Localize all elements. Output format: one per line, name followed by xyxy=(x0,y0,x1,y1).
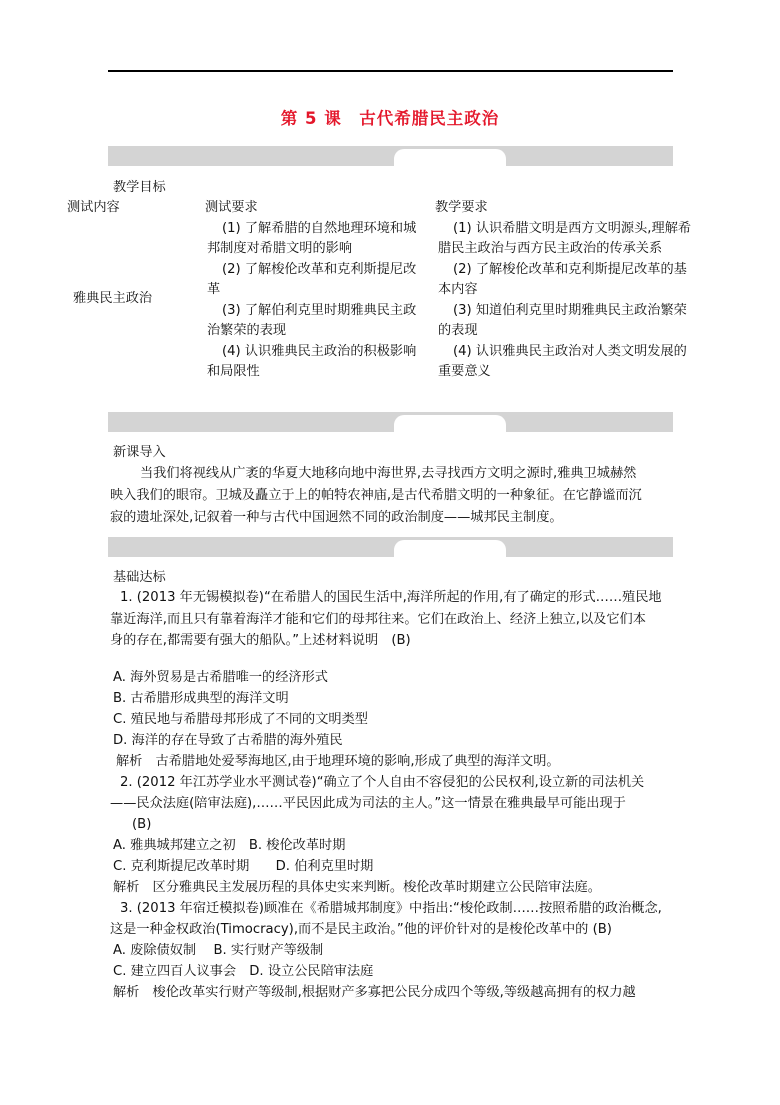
teach-req-line: (1) 认识希腊文明是西方文明源头,理解希 xyxy=(453,221,692,236)
intro-paragraph-line: 映入我们的眼帘。卫城及矗立于上的帕特农神庙,是古代希腊文明的一种象征。在它静谧而沉 xyxy=(110,488,642,503)
teach-req-line: (4) 认识雅典民主政治对人类文明发展的 xyxy=(453,344,687,359)
topic-label: 雅典民主政治 xyxy=(73,291,153,306)
explanation-line: 解析 古希腊地处爱琴海地区,由于地理环境的影响,形成了典型的海洋文明。 xyxy=(116,754,560,769)
question-line: 3. (2013 年宿迁模拟卷)顾准在《希腊城邦制度》中指出:“梭伦政制……按照希腊的政治概念, xyxy=(120,901,662,916)
intro-heading: 新课导入 xyxy=(113,445,166,460)
intro-paragraph-line: 当我们将视线从广袤的华夏大地移向地中海世界,去寻找西方文明之源时,雅典卫城赫然 xyxy=(140,466,637,481)
question-line: 1. (2013 年无锡模拟卷)“在希腊人的国民生活中,海洋所起的作用,有了确定的形式……殖民地 xyxy=(120,590,662,605)
test-req-line: (3) 了解伯利克里时期雅典民主政 xyxy=(222,303,417,318)
teach-req-line: (3) 知道伯利克里时期雅典民主政治繁荣 xyxy=(453,303,687,318)
answer-option: A. 雅典城邦建立之初 B. 梭伦改革时期 xyxy=(113,838,346,853)
question-line: 靠近海洋,而且只有靠着海洋才能和它们的母邦往来。它们在政治上、经济上独立,以及它们本 xyxy=(110,612,646,627)
divider-tab xyxy=(394,149,506,166)
teach-req-line: 本内容 xyxy=(438,282,478,297)
explanation-line: 解析 区分雅典民主发展历程的具体史实来判断。梭伦改革时期建立公民陪审法庭。 xyxy=(113,880,601,895)
test-req-line: 和局限性 xyxy=(207,364,260,379)
test-req-line: (4) 认识雅典民主政治的积极影响 xyxy=(222,344,417,359)
section-divider-intro xyxy=(108,412,673,432)
intro-paragraph-line: 寂的遗址深处,记叙着一种与古代中国迥然不同的政治制度——城邦民主制度。 xyxy=(110,510,563,525)
explanation-line: 解析 梭伦改革实行财产等级制,根据财产多寡把公民分成四个等级,等级越高拥有的权力越 xyxy=(113,985,636,1000)
question-answer: (B) xyxy=(132,817,152,832)
answer-option: A. 海外贸易是古希腊唯一的经济形式 xyxy=(113,670,328,685)
section-divider-objectives xyxy=(108,146,673,166)
answer-option: B. 古希腊形成典型的海洋文明 xyxy=(113,691,289,706)
test-req-line: 革 xyxy=(207,282,221,297)
divider-tab xyxy=(394,540,506,557)
answer-option: C. 克利斯提尼改革时期 D. 伯利克里时期 xyxy=(113,859,374,874)
answer-option: A. 废除债奴制 B. 实行财产等级制 xyxy=(113,943,324,958)
divider-tab xyxy=(394,415,506,432)
test-req-line: 邦制度对希腊文明的影响 xyxy=(207,241,353,256)
header-rule xyxy=(108,70,673,72)
answer-option: D. 海洋的存在导致了古希腊的海外殖民 xyxy=(113,733,343,748)
test-req-line: (2) 了解梭伦改革和克利斯提尼改 xyxy=(222,262,417,277)
answer-option: C. 建立四百人议事会 D. 设立公民陪审法庭 xyxy=(113,964,374,979)
section-divider-basics xyxy=(108,537,673,557)
col-header-test-content: 测试内容 xyxy=(67,200,120,215)
col-header-teaching-requirements: 教学要求 xyxy=(435,200,488,215)
test-req-line: (1) 了解希腊的自然地理环境和城 xyxy=(222,221,417,236)
page-title: 第 5 课 古代希腊民主政治 xyxy=(280,109,500,128)
col-header-test-requirements: 测试要求 xyxy=(205,200,258,215)
test-req-line: 治繁荣的表现 xyxy=(207,323,287,338)
answer-option: C. 殖民地与希腊母邦形成了不同的文明类型 xyxy=(113,712,368,727)
question-line: 这是一种金权政治(Timocracy),而不是民主政治。”他的评价针对的是梭伦改革中的 (B) xyxy=(110,922,612,937)
teach-req-line: 重要意义 xyxy=(438,364,491,379)
teach-req-line: (2) 了解梭伦改革和克利斯提尼改革的基 xyxy=(453,262,687,277)
objectives-heading: 教学目标 xyxy=(113,180,166,195)
question-line: 身的存在,都需要有强大的船队。”上述材料说明 (B) xyxy=(110,633,411,648)
question-line: 2. (2012 年江苏学业水平测试卷)“确立了个人自由不容侵犯的公民权利,设立新的司法机关 xyxy=(120,775,645,790)
teach-req-line: 腊民主政治与西方民主政治的传承关系 xyxy=(438,241,663,256)
question-line: ——民众法庭(陪审法庭),……平民因此成为司法的主人。”这一情景在雅典最早可能出现于 xyxy=(110,796,626,811)
basics-heading: 基础达标 xyxy=(113,570,166,585)
teach-req-line: 的表现 xyxy=(438,323,478,338)
